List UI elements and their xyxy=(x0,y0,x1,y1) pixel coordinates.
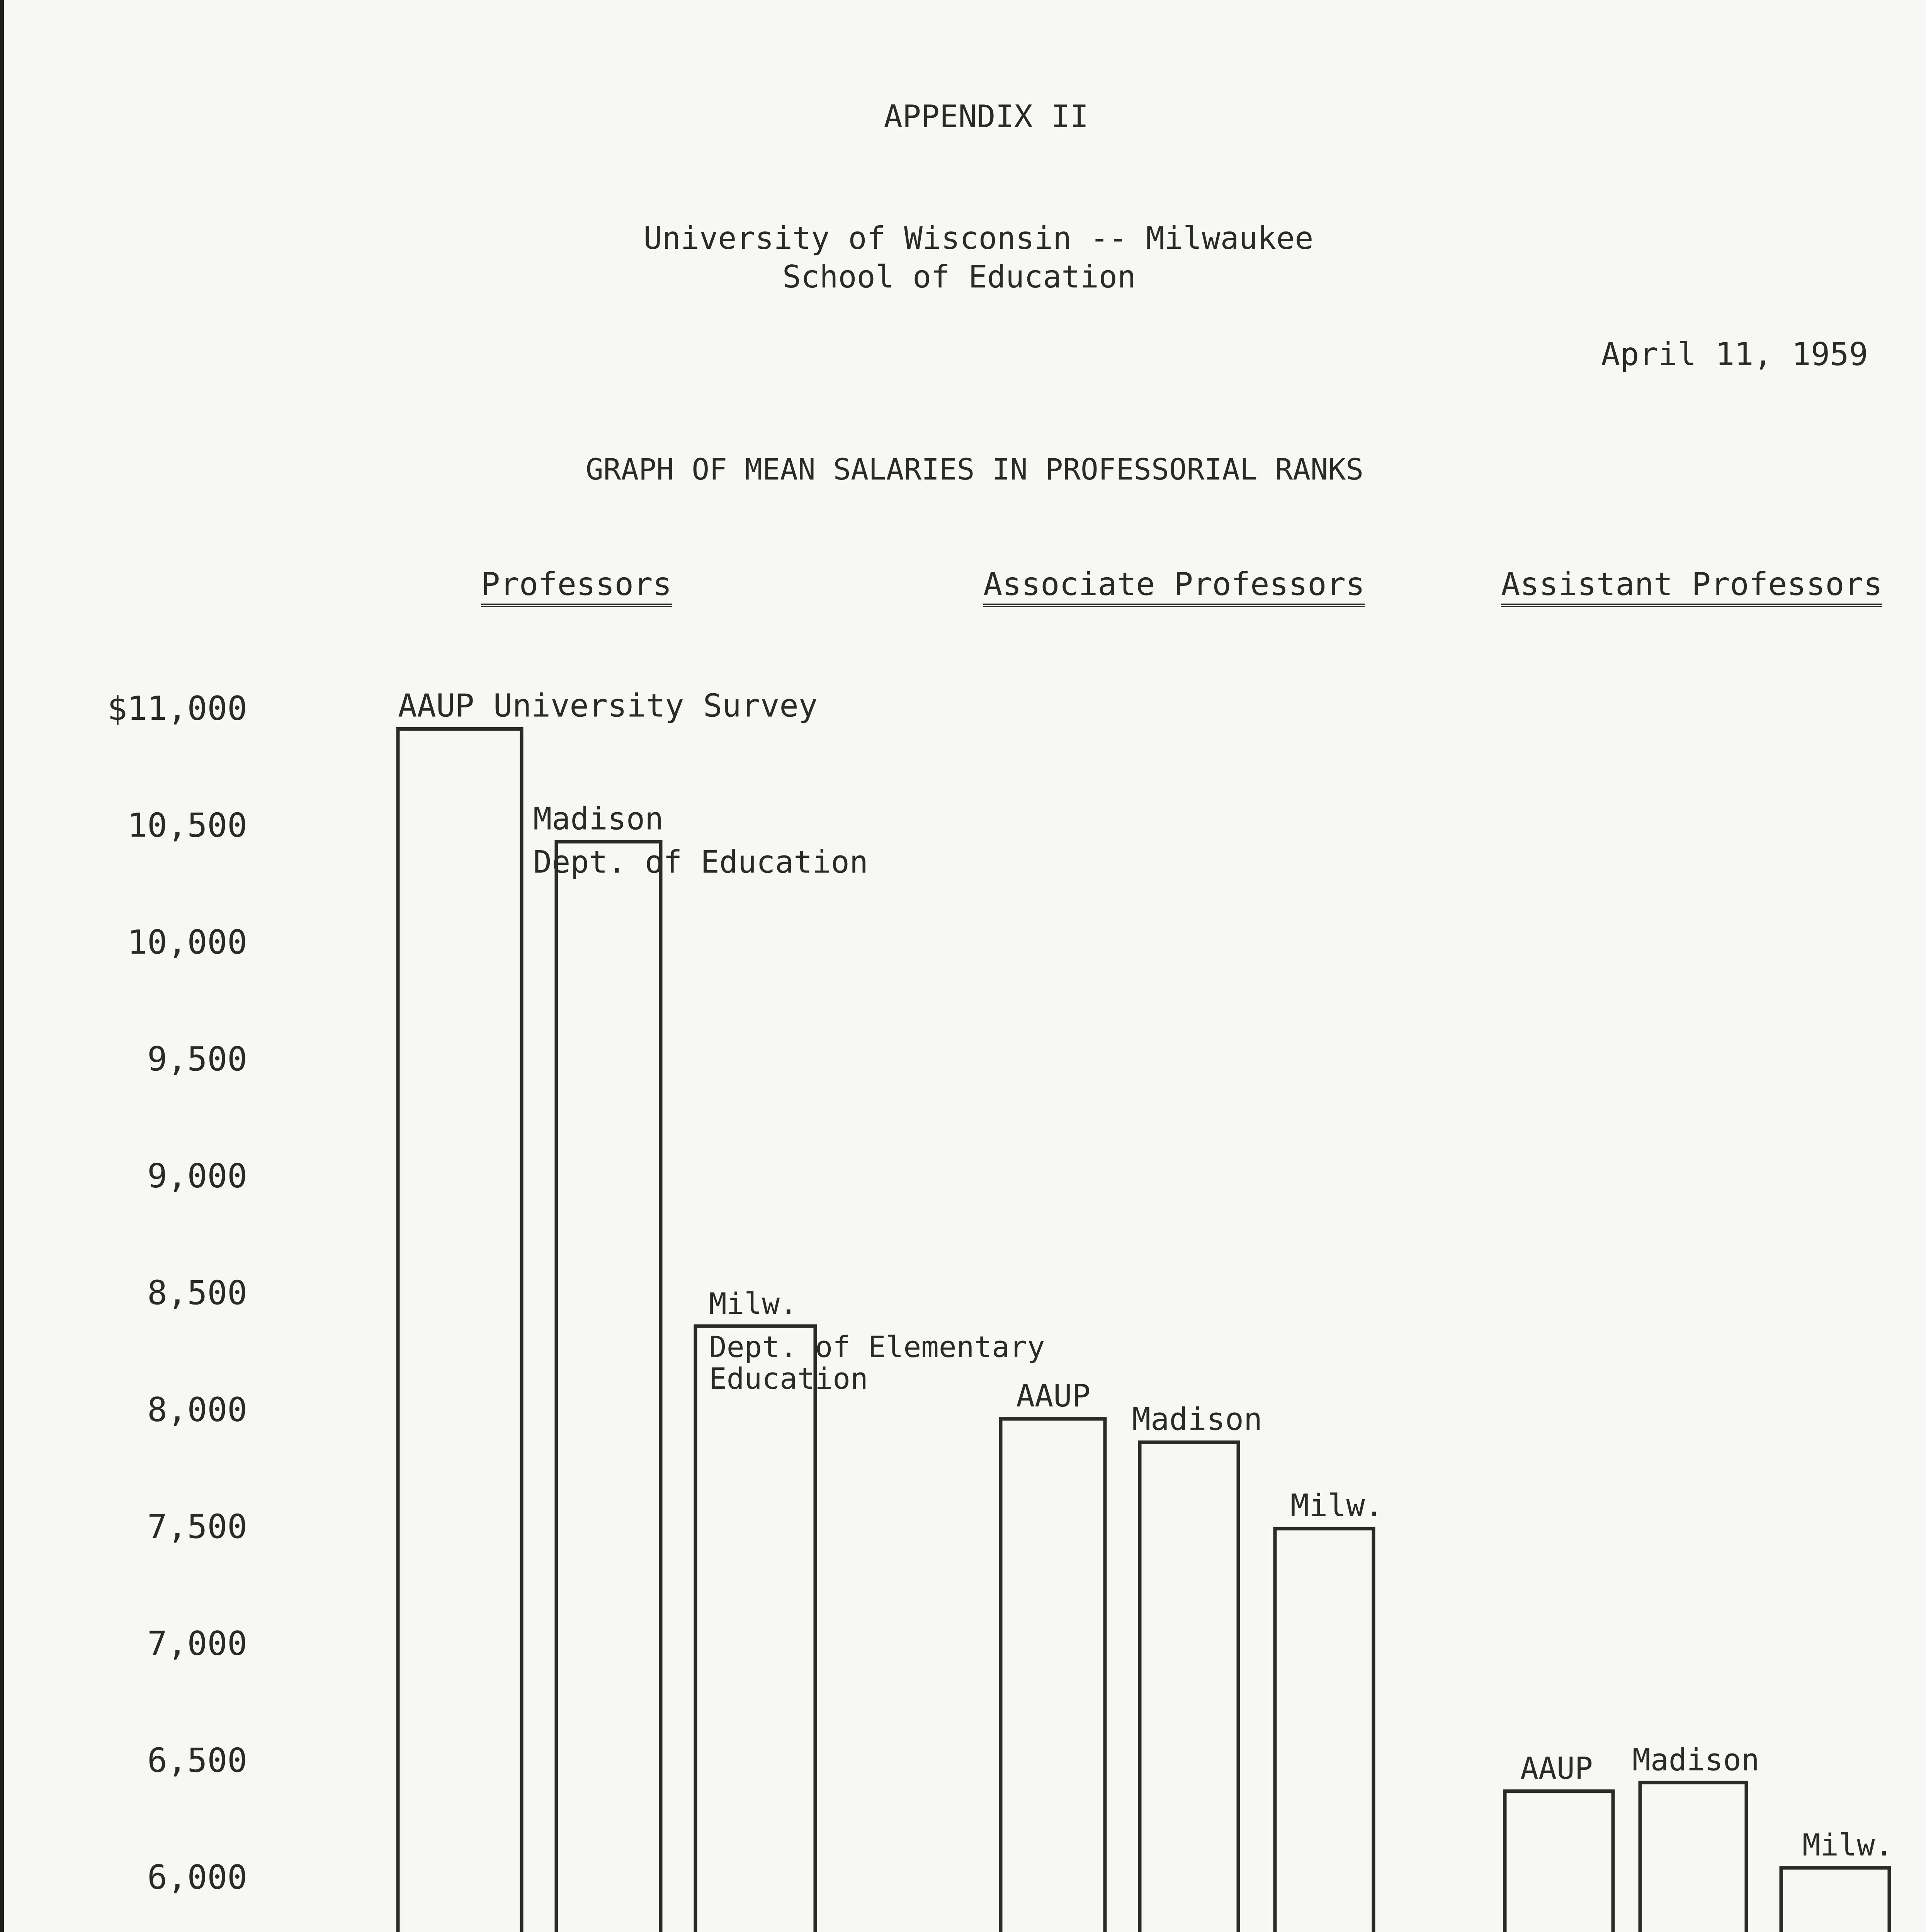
y-tick-label: 10,500 xyxy=(127,806,247,845)
y-tick-label: 8,500 xyxy=(147,1274,247,1313)
group-header-professors: Professors xyxy=(481,568,672,607)
document-date: April 11, 1959 xyxy=(1601,336,1868,373)
y-tick-label: 6,000 xyxy=(147,1858,247,1897)
bar-category-label: Madison xyxy=(1132,1401,1263,1437)
bar-category-label: Madison xyxy=(533,801,664,837)
y-tick-label: 9,500 xyxy=(147,1040,247,1079)
bar-category-label: Madison xyxy=(1632,1743,1759,1778)
bar-associate-0 xyxy=(1001,1419,1105,1932)
bar-professors-1 xyxy=(556,842,661,1932)
bar-category-label: AAUP University Survey xyxy=(398,687,818,724)
y-tick-label: $11,000 xyxy=(107,689,247,728)
appendix-heading: APPENDIX II xyxy=(884,99,1089,134)
bar-category-label: AAUP xyxy=(1016,1378,1091,1414)
group-header-assistant-professors: Assistant Professors xyxy=(1501,568,1882,607)
bar-category-label: Dept. of Education xyxy=(533,844,868,880)
bar-associate-1 xyxy=(1140,1442,1238,1932)
bar-category-label: Education xyxy=(709,1361,868,1396)
bar-category-label: Milw. xyxy=(1802,1828,1893,1863)
y-tick-label: 6,500 xyxy=(147,1741,247,1780)
bar-category-label: Milw. xyxy=(709,1286,797,1321)
y-tick-label: 9,000 xyxy=(147,1157,247,1196)
bar-associate-2 xyxy=(1275,1529,1374,1932)
group-header-associate-professors: Associate Professors xyxy=(983,568,1365,607)
bar-assistant-2 xyxy=(1781,1868,1889,1932)
bar-category-label: Dept. of Elementary xyxy=(709,1329,1045,1364)
university-name: University of Wisconsin -- Milwaukee xyxy=(643,220,1314,256)
bar-assistant-1 xyxy=(1640,1782,1746,1932)
y-tick-label: 8,000 xyxy=(147,1391,247,1429)
bar-assistant-0 xyxy=(1505,1791,1613,1932)
bar-category-label: AAUP xyxy=(1520,1751,1593,1786)
y-tick-label: 7,000 xyxy=(147,1624,247,1663)
bar-professors-0 xyxy=(398,729,522,1932)
school-name: School of Education xyxy=(782,259,1136,295)
bar-category-label: Milw. xyxy=(1290,1488,1384,1524)
bar-professors-2 xyxy=(695,1326,815,1932)
y-tick-label: 7,500 xyxy=(147,1507,247,1546)
chart-title: GRAPH OF MEAN SALARIES IN PROFESSORIAL RANKS xyxy=(585,452,1364,486)
y-tick-label: 10,000 xyxy=(127,923,247,962)
